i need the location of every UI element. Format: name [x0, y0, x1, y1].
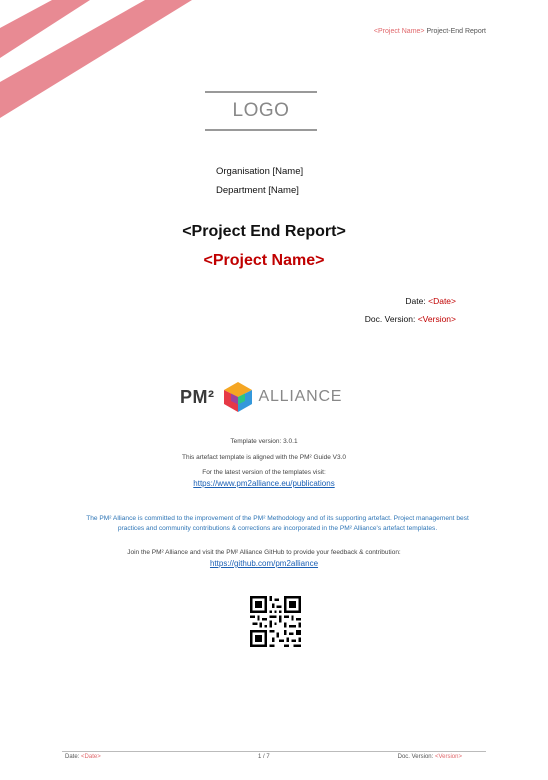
- publications-link[interactable]: https://www.pm2alliance.eu/publications: [193, 479, 335, 488]
- pm2-alliance-logo: [180, 380, 350, 414]
- footer-date: [65, 754, 101, 760]
- github-link[interactable]: https://github.com/pm2alliance: [209, 559, 319, 568]
- join-note: Join the PM² Alliance and visit the PM² Alliance GitHub to provide your feedback & contribution:: [127, 549, 401, 556]
- pm2-wordmark: PM²: [180, 386, 215, 407]
- version-line: [365, 314, 456, 324]
- footer-date-label: Date:: [65, 754, 82, 760]
- logo-placeholder: [205, 91, 317, 131]
- footer-divider: [62, 751, 486, 752]
- department-name: Department [Name]: [216, 185, 299, 196]
- header-report-label: Project-End Report: [424, 28, 486, 35]
- version-label: Doc. Version:: [364, 314, 418, 324]
- header-project-name: <Project Name>: [373, 28, 425, 35]
- qr-code-icon: [250, 596, 301, 647]
- footer-version: [398, 754, 462, 760]
- organisation-name: Organisation [Name]: [216, 166, 304, 177]
- date-value: <Date>: [428, 296, 456, 306]
- footer-version-value: <Version>: [434, 754, 462, 760]
- commitment-paragraph: The PM² Alliance is committed to the improvement of the PM² Methodology and of its supporting artefact. Project management best practices and community contributions & corrections are incorporated in the PM² Alliance's artefact templates.: [86, 515, 469, 532]
- latest-version-note: For the latest version of the templates visit:: [202, 469, 326, 476]
- document-title: <Project End Report>: [182, 223, 346, 240]
- template-version: Template version: 3.0.1: [230, 438, 298, 445]
- version-value: <Version>: [417, 314, 456, 324]
- template-aligned-note: This artefact template is aligned with the PM² Guide V3.0: [181, 454, 347, 461]
- footer-page-number: 1 / 7: [258, 754, 270, 760]
- corner-stripes-decoration: [0, 0, 200, 120]
- project-name: <Project Name>: [203, 252, 325, 269]
- cube-icon: [221, 380, 255, 414]
- page-header: [374, 28, 486, 35]
- footer-date-value: <Date>: [81, 754, 101, 760]
- date-line: [405, 296, 456, 306]
- date-label: Date:: [405, 296, 429, 306]
- alliance-wordmark: ALLIANCE: [258, 388, 343, 405]
- logo-text: LOGO: [232, 100, 290, 121]
- footer-version-label: Doc. Version:: [397, 754, 435, 760]
